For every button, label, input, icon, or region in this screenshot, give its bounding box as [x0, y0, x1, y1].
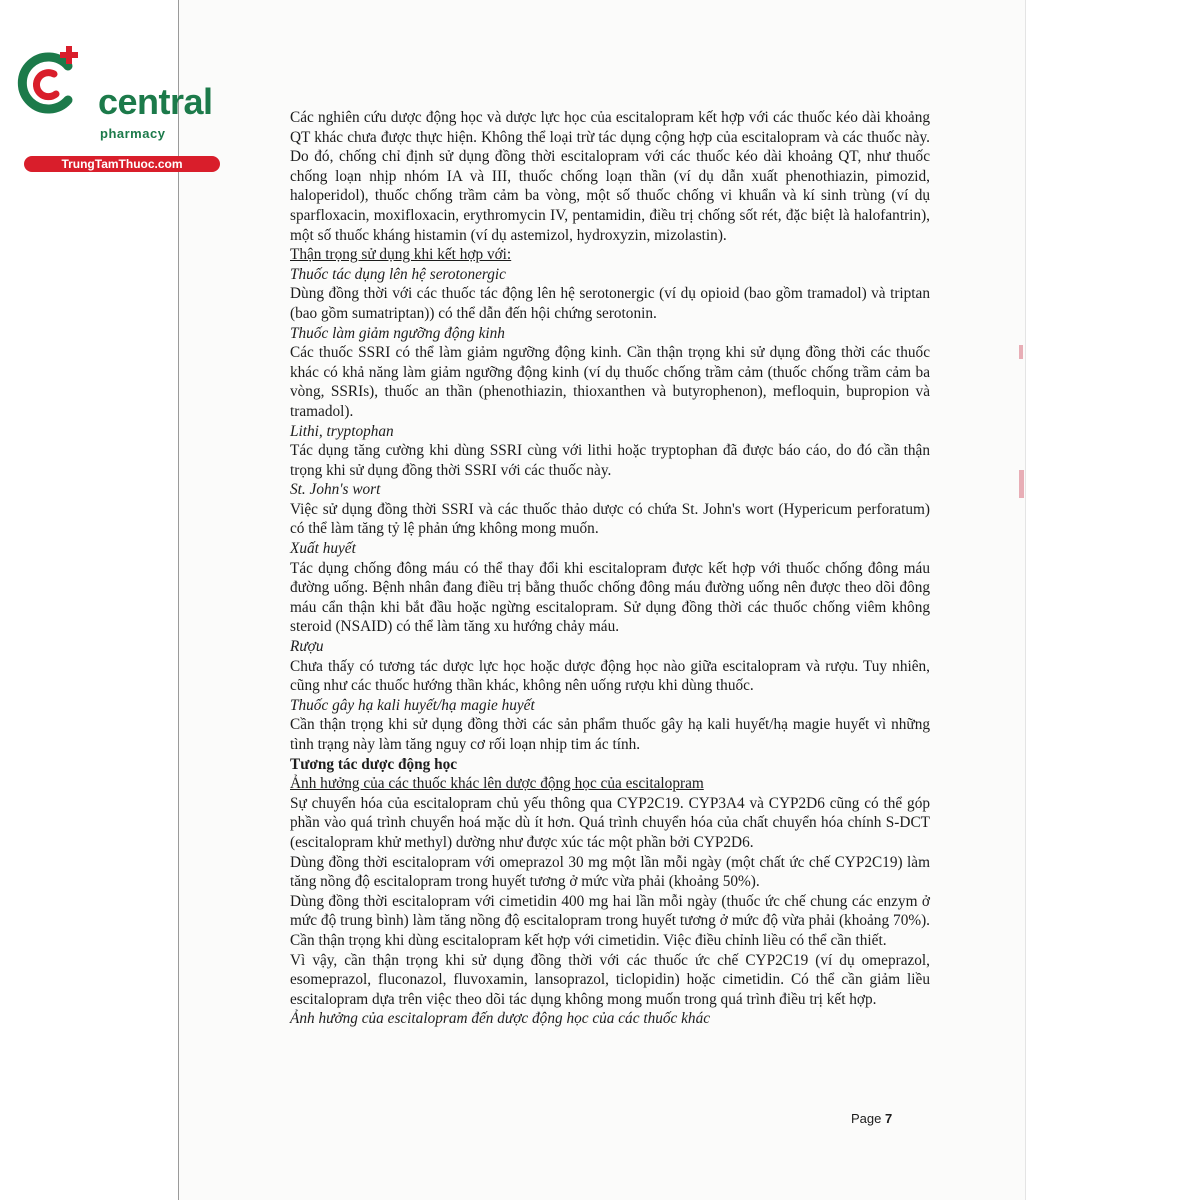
paragraph-hypokalemia: Cần thận trọng khi sử dụng đồng thời các sản phẩm thuốc gây hạ kali huyết/hạ magie huyết vì những tình trạng này làm tăng nguy cơ rối loạn nhịp tim ác tính.	[290, 716, 930, 753]
subheading-seizure: Thuốc làm giảm ngưỡng động kinh	[290, 324, 505, 342]
paragraph-pk-cimetidin: Dùng đồng thời escitalopram với cimetidin 400 mg hai lần mỗi ngày (thuốc ức chế chung các enzym ở mức độ trung bình) làm tăng nồng độ escitalopram trong huyết tương ở mức độ vừa phải (khoảng 70%). Cần thận trọng khi dùng escitalopram kết hợp với cimetidin. Việc điều chỉnh liều có thể cần thiết.	[290, 892, 930, 949]
paragraph-alcohol: Chưa thấy có tương tác dược lực học hoặc dược động học nào giữa escitalopram và rượu. Tuy nhiên, cũng như các thuốc hướng thần khác, không nên uống rượu khi dùng thuốc.	[290, 657, 930, 695]
logo-url-text: TrungTamThuoc.com	[61, 157, 183, 171]
page-label: Page	[851, 1111, 882, 1126]
paragraph-lithium: Tác dụng tăng cường khi dùng SSRI cùng với lithi hoặc tryptophan đã được báo cáo, do đó cần thận trọng khi sử dụng đồng thời SSRI với các thuốc này.	[290, 442, 930, 479]
heading-pk-interactions: Tương tác dược động học	[290, 755, 458, 773]
brand-logo	[10, 38, 215, 171]
subheading-lithium: Lithi, tryptophan	[290, 422, 394, 440]
subheading-hypokalemia: Thuốc gây hạ kali huyết/hạ magie huyết	[290, 696, 535, 714]
subheading-pk-others-on-escitalopram: Ảnh hưởng của các thuốc khác lên dược động học của escitalopram	[290, 775, 704, 793]
paragraph-stjohn: Việc sử dụng đồng thời SSRI và các thuốc thảo dược có chứa St. John's wort (Hypericum perforatum) có thể làm tăng tỷ lệ phản ứng không mong muốn.	[290, 500, 930, 538]
paragraph-bleeding: Tác dụng chống đông máu có thể thay đổi khi escitalopram được kết hợp với thuốc chống đông máu đường uống. Bệnh nhân đang điều trị bằng thuốc chống đông máu đường uống nên được theo dõi đông máu cẩn thận khi bắt đầu hoặc ngừng escitalopram. Sử dụng đồng thời các thuốc chống viêm không steroid (NSAID) có thể làm tăng xu hướng chảy máu.	[290, 559, 930, 636]
logo-brand-text: central	[98, 81, 213, 122]
paragraph-serotonergic: Dùng đồng thời với các thuốc tác động lên hệ serotonergic (ví dụ opioid (bao gồm tramadol) và triptan (bao gồm sumatriptan)) có thể dẫn đến hội chứng serotonin.	[290, 285, 930, 322]
subheading-escitalopram-on-others: Ảnh hưởng của escitalopram đến dược động học của các thuốc khác	[290, 1010, 711, 1028]
subheading-bleeding: Xuất huyết	[290, 540, 356, 558]
page-number-value: 7	[885, 1111, 893, 1126]
paragraph-pk-caution: Vì vậy, cần thận trọng khi sử dụng đồng thời với các thuốc ức chế CYP2C19 (ví dụ omeprazol, esomeprazol, fluconazol, fluvoxamin, lansoprazol, ticlopidin) hoặc cimetidin. Có thể cần giảm liều escitalopram dựa trên việc theo dõi tác dụng không mong muốn trong quá trình điều trị kết hợp.	[290, 951, 930, 1008]
paragraph-pk-omeprazol: Dùng đồng thời escitalopram với omeprazol 30 mg một lần mỗi ngày (một chất ức chế CYP2C19) làm tăng nồng độ escitalopram trong huyết tương ở mức vừa phải (khoảng 50%).	[290, 853, 930, 891]
logo-mark-icon	[10, 38, 90, 118]
document-body	[290, 108, 930, 1029]
heading-caution: Thận trọng sử dụng khi kết hợp với:	[290, 246, 512, 264]
paragraph-qt-intro: Các nghiên cứu dược động học và dược lực học của escitalopram kết hợp với các thuốc kéo dài khoảng QT khác chưa được thực hiện. Không thể loại trừ tác dụng cộng hợp của escitalopram và các thuốc này. Do đó, chống chỉ định sử dụng đồng thời escitalopram với các thuốc kéo dài khoảng QT, như thuốc chống loạn nhịp nhóm IA và III, thuốc chống loạn thần (ví dụ dẫn xuất phenothiazin, pimozid, haloperidol), thuốc chống trầm cảm ba vòng, một số thuốc chống vi khuẩn và kí sinh trùng (ví dụ sparfloxacin, moxifloxacin, erythromycin IV, pentamidin, điều trị chống sốt rét, đặc biệt là halofantrin), một số thuốc kháng histamin (ví dụ astemizol, hydroxyzin, mizolastin).	[290, 109, 930, 244]
stamp-mark	[1019, 470, 1024, 498]
page-number	[851, 1111, 892, 1126]
subheading-stjohn: St. John's wort	[290, 481, 381, 499]
logo-sub-text: pharmacy	[100, 126, 166, 141]
stamp-mark	[1019, 345, 1023, 359]
paragraph-seizure: Các thuốc SSRI có thể làm giảm ngưỡng động kinh. Cần thận trọng khi sử dụng đồng thời các thuốc khác có khả năng làm giảm ngưỡng động kinh (ví dụ thuốc chống trầm cảm (thuốc chống trầm cảm ba vòng, SSRIs), thuốc an thần (phenothiazin, thioxanthen và butyrophenon), mefloquin, bupropion và tramadol).	[290, 344, 930, 420]
subheading-serotonergic: Thuốc tác dụng lên hệ serotonergic	[290, 265, 506, 283]
subheading-alcohol: Rượu	[290, 638, 324, 656]
paragraph-pk-metabolism: Sự chuyển hóa của escitalopram chủ yếu thông qua CYP2C19. CYP3A4 và CYP2D6 cũng có thể góp phần vào quá trình chuyển hoá mặc dù ít hơn. Quá trình chuyển hóa của chất chuyển hóa chính S-DCT (escitalopram khử methyl) dường như được xúc tác một phần bởi CYP2D6.	[290, 794, 930, 851]
